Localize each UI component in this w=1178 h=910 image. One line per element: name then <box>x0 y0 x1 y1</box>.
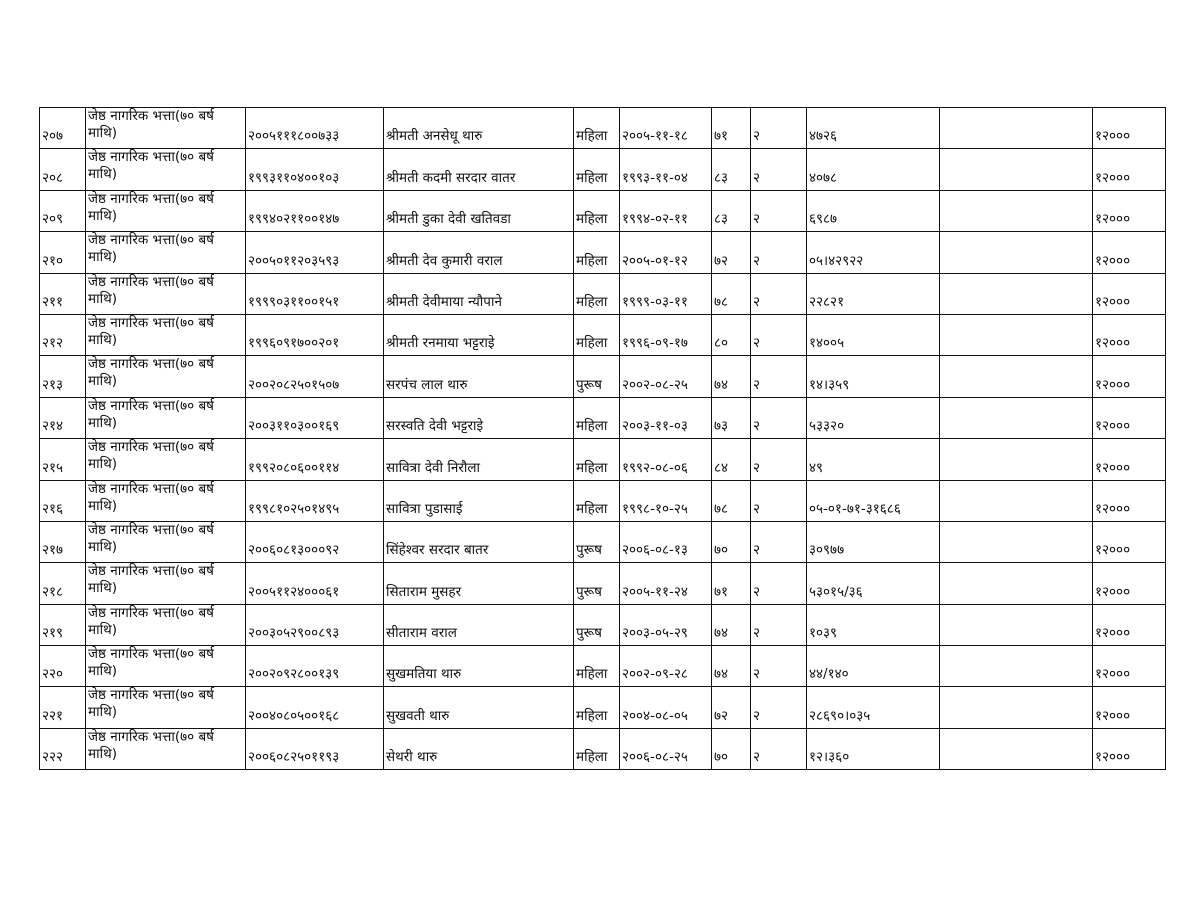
gender-cell: महिला <box>574 728 620 769</box>
category-cell <box>86 646 246 687</box>
age-cell: ७१ <box>712 563 751 604</box>
gender-cell: महिला <box>574 480 620 521</box>
category-cell <box>86 397 246 438</box>
ward-cell: २ <box>751 687 807 728</box>
gender-cell: महिला <box>574 687 620 728</box>
citizenship-cell: १२।३६० <box>807 728 940 769</box>
table-row <box>40 480 1166 521</box>
birth-date-cell: २००५-११-२४ <box>620 563 712 604</box>
id-number-cell: २००६०८२५०११९३ <box>246 728 384 769</box>
serial-cell: २०९ <box>40 190 86 231</box>
serial-cell: २०८ <box>40 149 86 190</box>
category-line: जेष्ठ नागरिक भत्ता(७० बर्ष <box>88 439 214 456</box>
serial-cell: २१९ <box>40 604 86 645</box>
serial-cell: २१४ <box>40 397 86 438</box>
ward-cell: २ <box>751 604 807 645</box>
id-number-cell: २००३११०३००१६९ <box>246 397 384 438</box>
amount-cell: १२००० <box>1093 149 1166 190</box>
amount-cell: १२००० <box>1093 728 1166 769</box>
table-row <box>40 314 1166 355</box>
citizenship-cell: ४०७८ <box>807 149 940 190</box>
ward-cell: २ <box>751 314 807 355</box>
category-line: जेष्ठ नागरिक भत्ता(७० बर्ष <box>88 397 214 414</box>
name-cell: सिताराम मुसहर <box>384 563 574 604</box>
age-cell: ७२ <box>712 232 751 273</box>
category-line: माथि) <box>88 704 117 721</box>
serial-cell: २१८ <box>40 563 86 604</box>
ward-cell: २ <box>751 232 807 273</box>
gender-cell: महिला <box>574 149 620 190</box>
category-cell <box>86 604 246 645</box>
category-line: माथि) <box>88 580 117 597</box>
table-row <box>40 397 1166 438</box>
table-row <box>40 108 1166 149</box>
table-body <box>40 108 1166 770</box>
gender-cell: पुरूष <box>574 356 620 397</box>
category-line: जेष्ठ नागरिक भत्ता(७० बर्ष <box>88 314 214 331</box>
id-number-cell: १९९३११०४००१०३ <box>246 149 384 190</box>
remarks-cell <box>940 521 1093 562</box>
category-line: जेष्ठ नागरिक भत्ता(७० बर्ष <box>88 687 214 704</box>
age-cell: ८० <box>712 314 751 355</box>
citizenship-cell: ४४/१४० <box>807 646 940 687</box>
category-cell <box>86 563 246 604</box>
citizenship-cell: १०३९ <box>807 604 940 645</box>
category-cell <box>86 108 246 149</box>
serial-cell: २२१ <box>40 687 86 728</box>
table-row <box>40 521 1166 562</box>
category-line: माथि) <box>88 249 117 266</box>
category-line: माथि) <box>88 290 117 307</box>
age-cell: ७८ <box>712 273 751 314</box>
ward-cell: २ <box>751 356 807 397</box>
remarks-cell <box>940 232 1093 273</box>
ward-cell: २ <box>751 521 807 562</box>
age-cell: ७३ <box>712 397 751 438</box>
category-cell <box>86 232 246 273</box>
age-cell: ७० <box>712 521 751 562</box>
citizenship-cell: ०५-०१-७१-३१६८६ <box>807 480 940 521</box>
category-line: माथि) <box>88 414 117 431</box>
table-row <box>40 190 1166 231</box>
citizenship-cell: १४।३५९ <box>807 356 940 397</box>
remarks-cell <box>940 687 1093 728</box>
citizenship-cell: २८६९०।०३५ <box>807 687 940 728</box>
category-cell <box>86 190 246 231</box>
id-number-cell: २००६०८१३०००९२ <box>246 521 384 562</box>
birth-date-cell: २००२-०९-२८ <box>620 646 712 687</box>
category-line: जेष्ठ नागरिक भत्ता(७० बर्ष <box>88 563 214 580</box>
category-line: जेष्ठ नागरिक भत्ता(७० बर्ष <box>88 604 214 621</box>
birth-date-cell: २००५-०१-१२ <box>620 232 712 273</box>
id-number-cell: २००२०८२५०१५०७ <box>246 356 384 397</box>
age-cell: ८४ <box>712 439 751 480</box>
remarks-cell <box>940 604 1093 645</box>
age-cell: ७० <box>712 728 751 769</box>
category-line: जेष्ठ नागरिक भत्ता(७० बर्ष <box>88 273 214 290</box>
amount-cell: १२००० <box>1093 604 1166 645</box>
category-line: माथि) <box>88 166 117 183</box>
age-cell: ७४ <box>712 646 751 687</box>
gender-cell: महिला <box>574 314 620 355</box>
name-cell: सुखमतिया थारु <box>384 646 574 687</box>
remarks-cell <box>940 273 1093 314</box>
age-cell: ७१ <box>712 108 751 149</box>
name-cell: सरस्वति देवी भट्टराइे <box>384 397 574 438</box>
category-cell <box>86 480 246 521</box>
name-cell: सिंहेश्वर सरदार बातर <box>384 521 574 562</box>
category-cell <box>86 521 246 562</box>
id-number-cell: १९९२०८०६००११४ <box>246 439 384 480</box>
amount-cell: १२००० <box>1093 190 1166 231</box>
category-line: माथि) <box>88 538 117 555</box>
name-cell: सेथरी थारु <box>384 728 574 769</box>
remarks-cell <box>940 190 1093 231</box>
remarks-cell <box>940 108 1093 149</box>
table-row <box>40 646 1166 687</box>
category-cell <box>86 439 246 480</box>
category-line: जेष्ठ नागरिक भत्ता(७० बर्ष <box>88 646 214 663</box>
remarks-cell <box>940 728 1093 769</box>
remarks-cell <box>940 480 1093 521</box>
remarks-cell <box>940 563 1093 604</box>
gender-cell: महिला <box>574 108 620 149</box>
category-line: जेष्ठ नागरिक भत्ता(७० बर्ष <box>88 149 214 166</box>
amount-cell: १२००० <box>1093 563 1166 604</box>
name-cell: सरपंच लाल थारु <box>384 356 574 397</box>
ward-cell: २ <box>751 397 807 438</box>
id-number-cell: १९९६०९१७००२०१ <box>246 314 384 355</box>
citizenship-cell: ०५।४२९२२ <box>807 232 940 273</box>
birth-date-cell: २००३-०५-२९ <box>620 604 712 645</box>
id-number-cell: २००२०९२८००१३९ <box>246 646 384 687</box>
amount-cell: १२००० <box>1093 314 1166 355</box>
category-line: माथि) <box>88 125 117 141</box>
amount-cell: १२००० <box>1093 646 1166 687</box>
category-line: जेष्ठ नागरिक भत्ता(७० बर्ष <box>88 728 214 745</box>
category-line: जेष्ठ नागरिक भत्ता(७० बर्ष <box>88 108 214 124</box>
birth-date-cell: २००३-११-०३ <box>620 397 712 438</box>
birth-date-cell: १९९९-०३-११ <box>620 273 712 314</box>
name-cell: श्रीमती डुका देवी खतिवडा <box>384 190 574 231</box>
citizenship-cell: १४००५ <box>807 314 940 355</box>
serial-cell: २१६ <box>40 480 86 521</box>
table-row <box>40 149 1166 190</box>
name-cell: श्रीमती देवीमाया न्यौपाने <box>384 273 574 314</box>
ward-cell: २ <box>751 480 807 521</box>
birth-date-cell: १९९२-०८-०६ <box>620 439 712 480</box>
category-cell <box>86 728 246 769</box>
category-cell <box>86 314 246 355</box>
gender-cell: महिला <box>574 439 620 480</box>
amount-cell: १२००० <box>1093 273 1166 314</box>
gender-cell: महिला <box>574 273 620 314</box>
age-cell: ८३ <box>712 149 751 190</box>
category-line: माथि) <box>88 373 117 390</box>
category-cell <box>86 356 246 397</box>
table-row <box>40 687 1166 728</box>
citizenship-cell: ३०९७७ <box>807 521 940 562</box>
category-line: माथि) <box>88 456 117 473</box>
remarks-cell <box>940 149 1093 190</box>
ward-cell: २ <box>751 646 807 687</box>
ward-cell: २ <box>751 149 807 190</box>
name-cell: सीताराम वराल <box>384 604 574 645</box>
id-number-cell: २००५११२४०००६१ <box>246 563 384 604</box>
category-cell <box>86 149 246 190</box>
ward-cell: २ <box>751 273 807 314</box>
name-cell: सुखवती थारु <box>384 687 574 728</box>
birth-date-cell: १९९६-०९-१७ <box>620 314 712 355</box>
table-row <box>40 356 1166 397</box>
citizenship-cell: २२८२१ <box>807 273 940 314</box>
amount-cell: १२००० <box>1093 480 1166 521</box>
table-row <box>40 439 1166 480</box>
id-number-cell: २००४०८०५००१६८ <box>246 687 384 728</box>
amount-cell: १२००० <box>1093 439 1166 480</box>
category-cell <box>86 687 246 728</box>
serial-cell: २१० <box>40 232 86 273</box>
gender-cell: महिला <box>574 397 620 438</box>
ward-cell: २ <box>751 728 807 769</box>
age-cell: ७४ <box>712 356 751 397</box>
name-cell: श्रीमती रनमाया भट्टराइे <box>384 314 574 355</box>
table-row <box>40 273 1166 314</box>
amount-cell: १२००० <box>1093 108 1166 149</box>
birth-date-cell: २००४-०८-०५ <box>620 687 712 728</box>
serial-cell: २१५ <box>40 439 86 480</box>
birth-date-cell: २००६-०८-१३ <box>620 521 712 562</box>
table-row <box>40 232 1166 273</box>
age-cell: ७८ <box>712 480 751 521</box>
category-line: माथि) <box>88 207 117 224</box>
category-line: माथि) <box>88 621 117 638</box>
serial-cell: २१७ <box>40 521 86 562</box>
amount-cell: १२००० <box>1093 397 1166 438</box>
serial-cell: २११ <box>40 273 86 314</box>
birth-date-cell: २००५-११-१८ <box>620 108 712 149</box>
category-line: जेष्ठ नागरिक भत्ता(७० बर्ष <box>88 521 214 538</box>
citizenship-cell: ५३०१५/३६ <box>807 563 940 604</box>
amount-cell: १२००० <box>1093 687 1166 728</box>
age-cell: ८३ <box>712 190 751 231</box>
age-cell: ७४ <box>712 604 751 645</box>
remarks-cell <box>940 646 1093 687</box>
category-line: जेष्ठ नागरिक भत्ता(७० बर्ष <box>88 356 214 373</box>
table-row <box>40 728 1166 769</box>
birth-date-cell: १९९४-०२-११ <box>620 190 712 231</box>
age-cell: ७२ <box>712 687 751 728</box>
beneficiary-table <box>39 107 1166 770</box>
remarks-cell <box>940 439 1093 480</box>
name-cell: श्रीमती देव कुमारी वराल <box>384 232 574 273</box>
id-number-cell: २००५०११२०३५९३ <box>246 232 384 273</box>
serial-cell: २१२ <box>40 314 86 355</box>
category-line: माथि) <box>88 745 117 762</box>
birth-date-cell: १९९८-१०-२५ <box>620 480 712 521</box>
category-cell <box>86 273 246 314</box>
birth-date-cell: १९९३-११-०४ <box>620 149 712 190</box>
ward-cell: २ <box>751 563 807 604</box>
ward-cell: २ <box>751 190 807 231</box>
id-number-cell: २००३०५२९००८९३ <box>246 604 384 645</box>
gender-cell: महिला <box>574 232 620 273</box>
citizenship-cell: ४७२६ <box>807 108 940 149</box>
serial-cell: २२० <box>40 646 86 687</box>
citizenship-cell: ६९८७ <box>807 190 940 231</box>
gender-cell: महिला <box>574 190 620 231</box>
serial-cell: २२२ <box>40 728 86 769</box>
category-line: माथि) <box>88 497 117 514</box>
id-number-cell: १९९४०२११००१४७ <box>246 190 384 231</box>
citizenship-cell: ५३३२० <box>807 397 940 438</box>
name-cell: सावित्रा पुडासाई <box>384 480 574 521</box>
id-number-cell: २००५१११८००७३३ <box>246 108 384 149</box>
remarks-cell <box>940 314 1093 355</box>
name-cell: श्रीमती कदमी सरदार वातर <box>384 149 574 190</box>
birth-date-cell: २००२-०८-२५ <box>620 356 712 397</box>
amount-cell: १२००० <box>1093 232 1166 273</box>
category-line: जेष्ठ नागरिक भत्ता(७० बर्ष <box>88 232 214 249</box>
remarks-cell <box>940 397 1093 438</box>
serial-cell: २१३ <box>40 356 86 397</box>
amount-cell: १२००० <box>1093 521 1166 562</box>
serial-cell: २०७ <box>40 108 86 149</box>
name-cell: श्रीमती अनसेधू थारु <box>384 108 574 149</box>
category-line: माथि) <box>88 663 117 680</box>
id-number-cell: १९९९०३११००१५१ <box>246 273 384 314</box>
ward-cell: २ <box>751 108 807 149</box>
category-line: माथि) <box>88 331 117 348</box>
birth-date-cell: २००६-०८-२५ <box>620 728 712 769</box>
table-row <box>40 563 1166 604</box>
gender-cell: पुरूष <box>574 563 620 604</box>
citizenship-cell: ४९ <box>807 439 940 480</box>
id-number-cell: १९९८१०२५०१४९५ <box>246 480 384 521</box>
ward-cell: २ <box>751 439 807 480</box>
category-line: जेष्ठ नागरिक भत्ता(७० बर्ष <box>88 190 214 207</box>
gender-cell: पुरूष <box>574 604 620 645</box>
gender-cell: महिला <box>574 646 620 687</box>
amount-cell: १२००० <box>1093 356 1166 397</box>
table-row <box>40 604 1166 645</box>
gender-cell: पुरूष <box>574 521 620 562</box>
name-cell: सावित्रा देवी निरौला <box>384 439 574 480</box>
remarks-cell <box>940 356 1093 397</box>
category-line: जेष्ठ नागरिक भत्ता(७० बर्ष <box>88 480 214 497</box>
